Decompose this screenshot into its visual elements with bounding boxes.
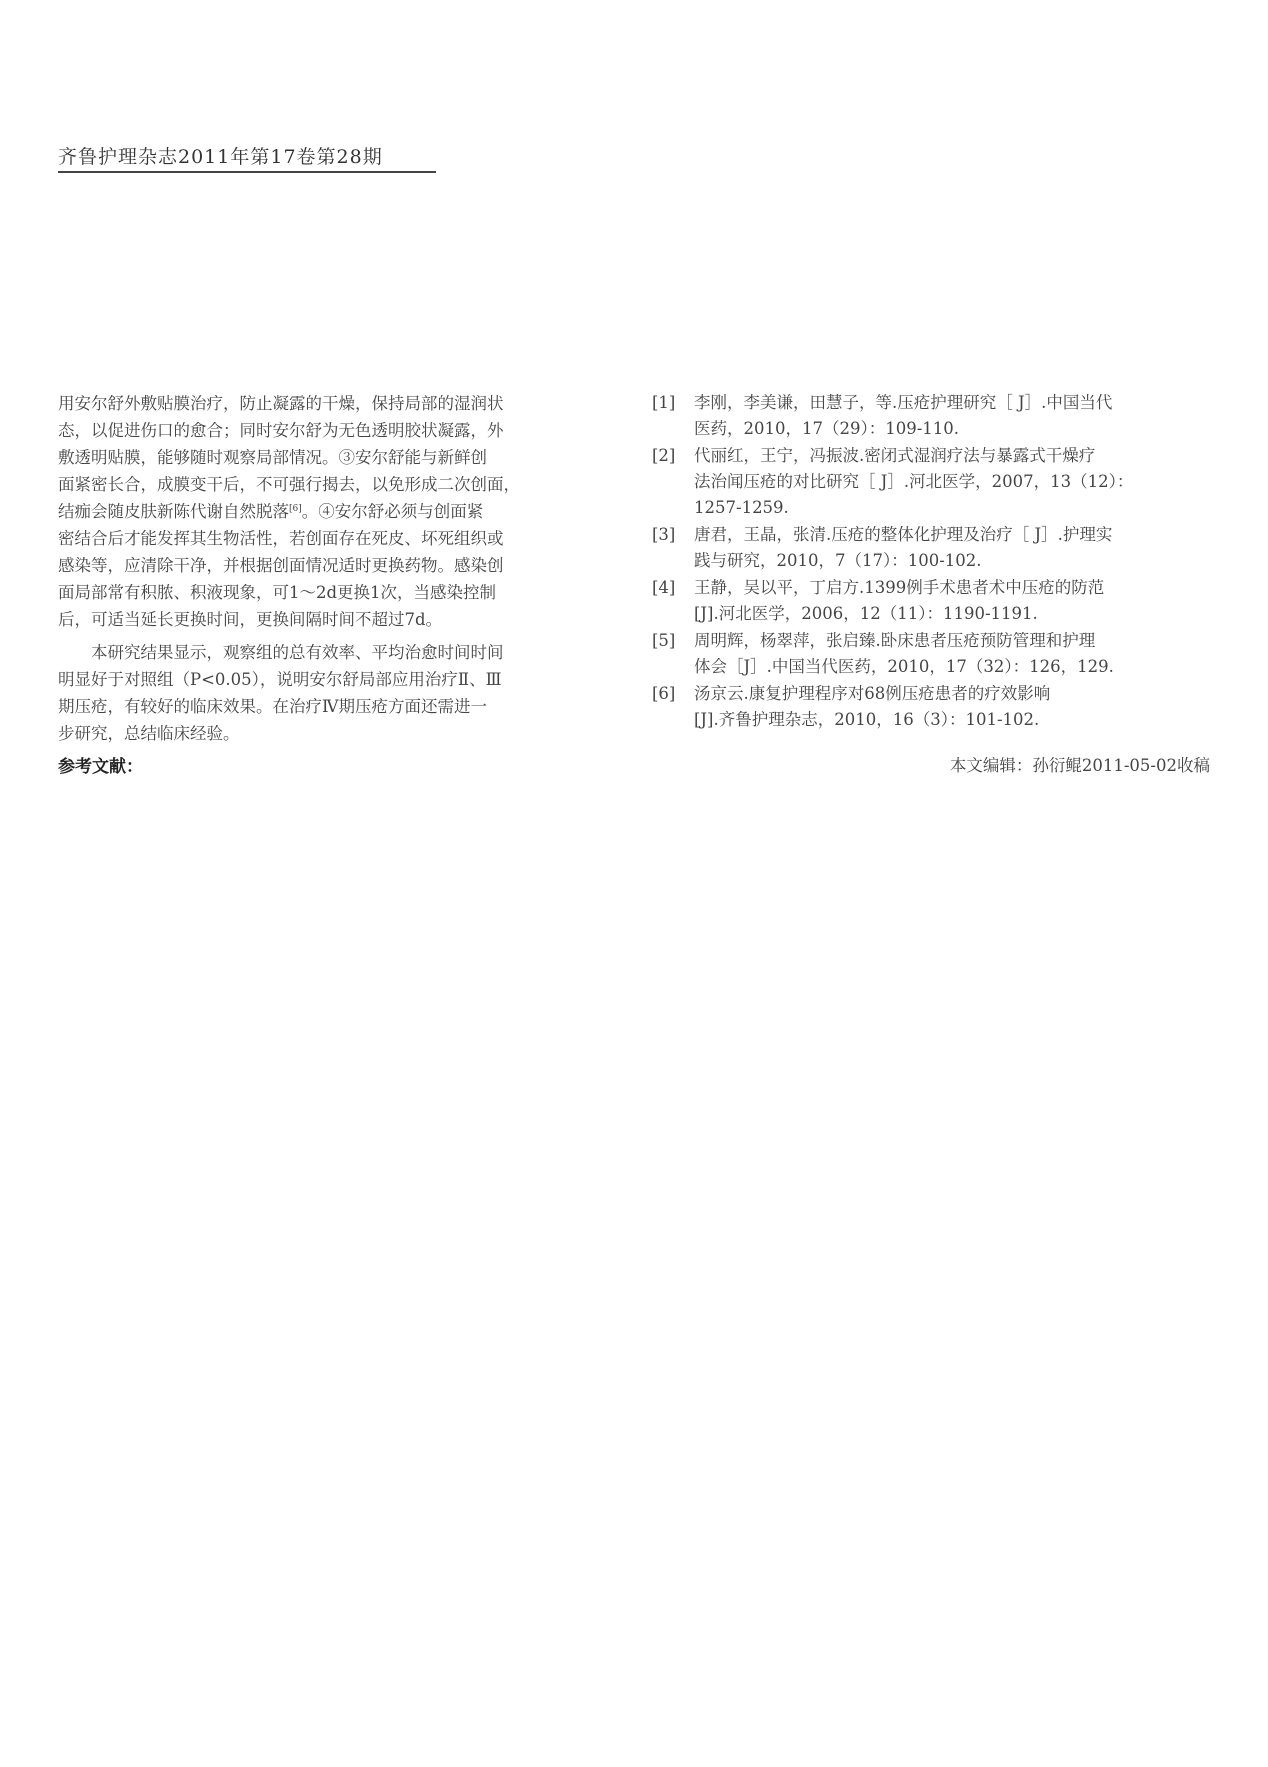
citation-6[interactable]: [6]	[289, 504, 302, 514]
body-line	[58, 498, 603, 525]
body-line: 步研究，总结临床经验。	[58, 724, 240, 743]
reference-number: [6]	[652, 684, 676, 703]
reference-line: [J].河北医学，2006，12（11）：1190-1191.	[694, 604, 1038, 623]
reference-item	[652, 522, 1210, 574]
reference-item	[652, 443, 1210, 521]
body-line: 后，可适当延长更换时间，更换间隔时间不超过7d。	[58, 610, 443, 629]
reference-number: [4]	[652, 578, 676, 597]
reference-item	[652, 575, 1210, 627]
body-line: 面局部常有积脓、积液现象，可1～2d更换1次，当感染控制	[58, 583, 497, 602]
body-text: 结痂会随皮肤新陈代谢自然脱落	[58, 502, 289, 521]
body-line: 期压疮，有较好的临床效果。在治疗Ⅳ期压疮方面还需进一	[58, 697, 487, 716]
reference-number: [2]	[652, 446, 676, 465]
editor-note: 本文编辑：孙衍鲲2011-05-02收稿	[949, 756, 1210, 775]
journal-header: 齐鲁护理杂志2011年第17卷第28期	[58, 142, 436, 173]
reference-line: 1257-1259.	[694, 498, 789, 517]
reference-line: [J].齐鲁护理杂志，2010，16（3）：101-102.	[694, 710, 1040, 729]
body-line: 面紧密长合，成膜变干后，不可强行揭去，以免形成二次创面，	[58, 475, 520, 494]
reference-line: 体会［J］.中国当代医药，2010，17（32）：126，129.	[694, 657, 1114, 676]
reference-item	[652, 390, 1210, 442]
body-line: 密结合后才能发挥其生物活性，若创面存在死皮、坏死组织或	[58, 529, 504, 548]
reference-line: 唐君，王晶，张清.压疮的整体化护理及治疗［ J］.护理实	[694, 525, 1113, 544]
body-line: 用安尔舒外敷贴膜治疗，防止凝露的干燥，保持局部的湿润状	[58, 394, 504, 413]
body-text: 。④安尔舒必须与创面紧	[301, 502, 484, 521]
reference-item	[652, 628, 1210, 680]
references-heading: 参考文献：	[58, 757, 143, 777]
body-line: 感染等，应清除干净，并根据创面情况适时更换药物。感染创	[58, 556, 504, 575]
references-list	[652, 390, 1210, 734]
reference-line: 王静，吴以平，丁启方.1399例手术患者术中压疮的防范	[694, 578, 1105, 597]
reference-line: 代丽红，王宁，冯振波.密闭式湿润疗法与暴露式干燥疗	[694, 446, 1096, 465]
body-line: 明显好于对照组（P<0.05），说明安尔舒局部应用治疗Ⅱ、Ⅲ	[58, 670, 502, 689]
reference-line: 李刚，李美谦，田慧子，等.压疮护理研究［ J］.中国当代	[694, 393, 1113, 412]
reference-number: [5]	[652, 631, 676, 650]
reference-line: 周明辉，杨翠萍，张启臻.卧床患者压疮预防管理和护理	[694, 631, 1096, 650]
body-line: 本研究结果显示，观察组的总有效率、平均治愈时间时间	[91, 643, 504, 662]
body-line: 敷透明贴膜，能够随时观察局部情况。③安尔舒能与新鲜创	[58, 448, 487, 467]
reference-number: [3]	[652, 525, 676, 544]
reference-line: 法治闻压疮的对比研究［ J］.河北医学，2007，13（12）：	[694, 472, 1134, 491]
reference-line: 医药，2010，17（29）：109-110.	[694, 419, 960, 438]
reference-number: [1]	[652, 393, 676, 412]
reference-item	[652, 681, 1210, 733]
reference-line: 汤京云.康复护理程序对68例压疮患者的疗效影响	[694, 684, 1051, 703]
body-line: 态，以促进伤口的愈合；同时安尔舒为无色透明胶状凝露，外	[58, 421, 504, 440]
reference-line: 践与研究，2010，7（17）：100-102.	[694, 551, 982, 570]
body-text-column	[58, 390, 603, 747]
